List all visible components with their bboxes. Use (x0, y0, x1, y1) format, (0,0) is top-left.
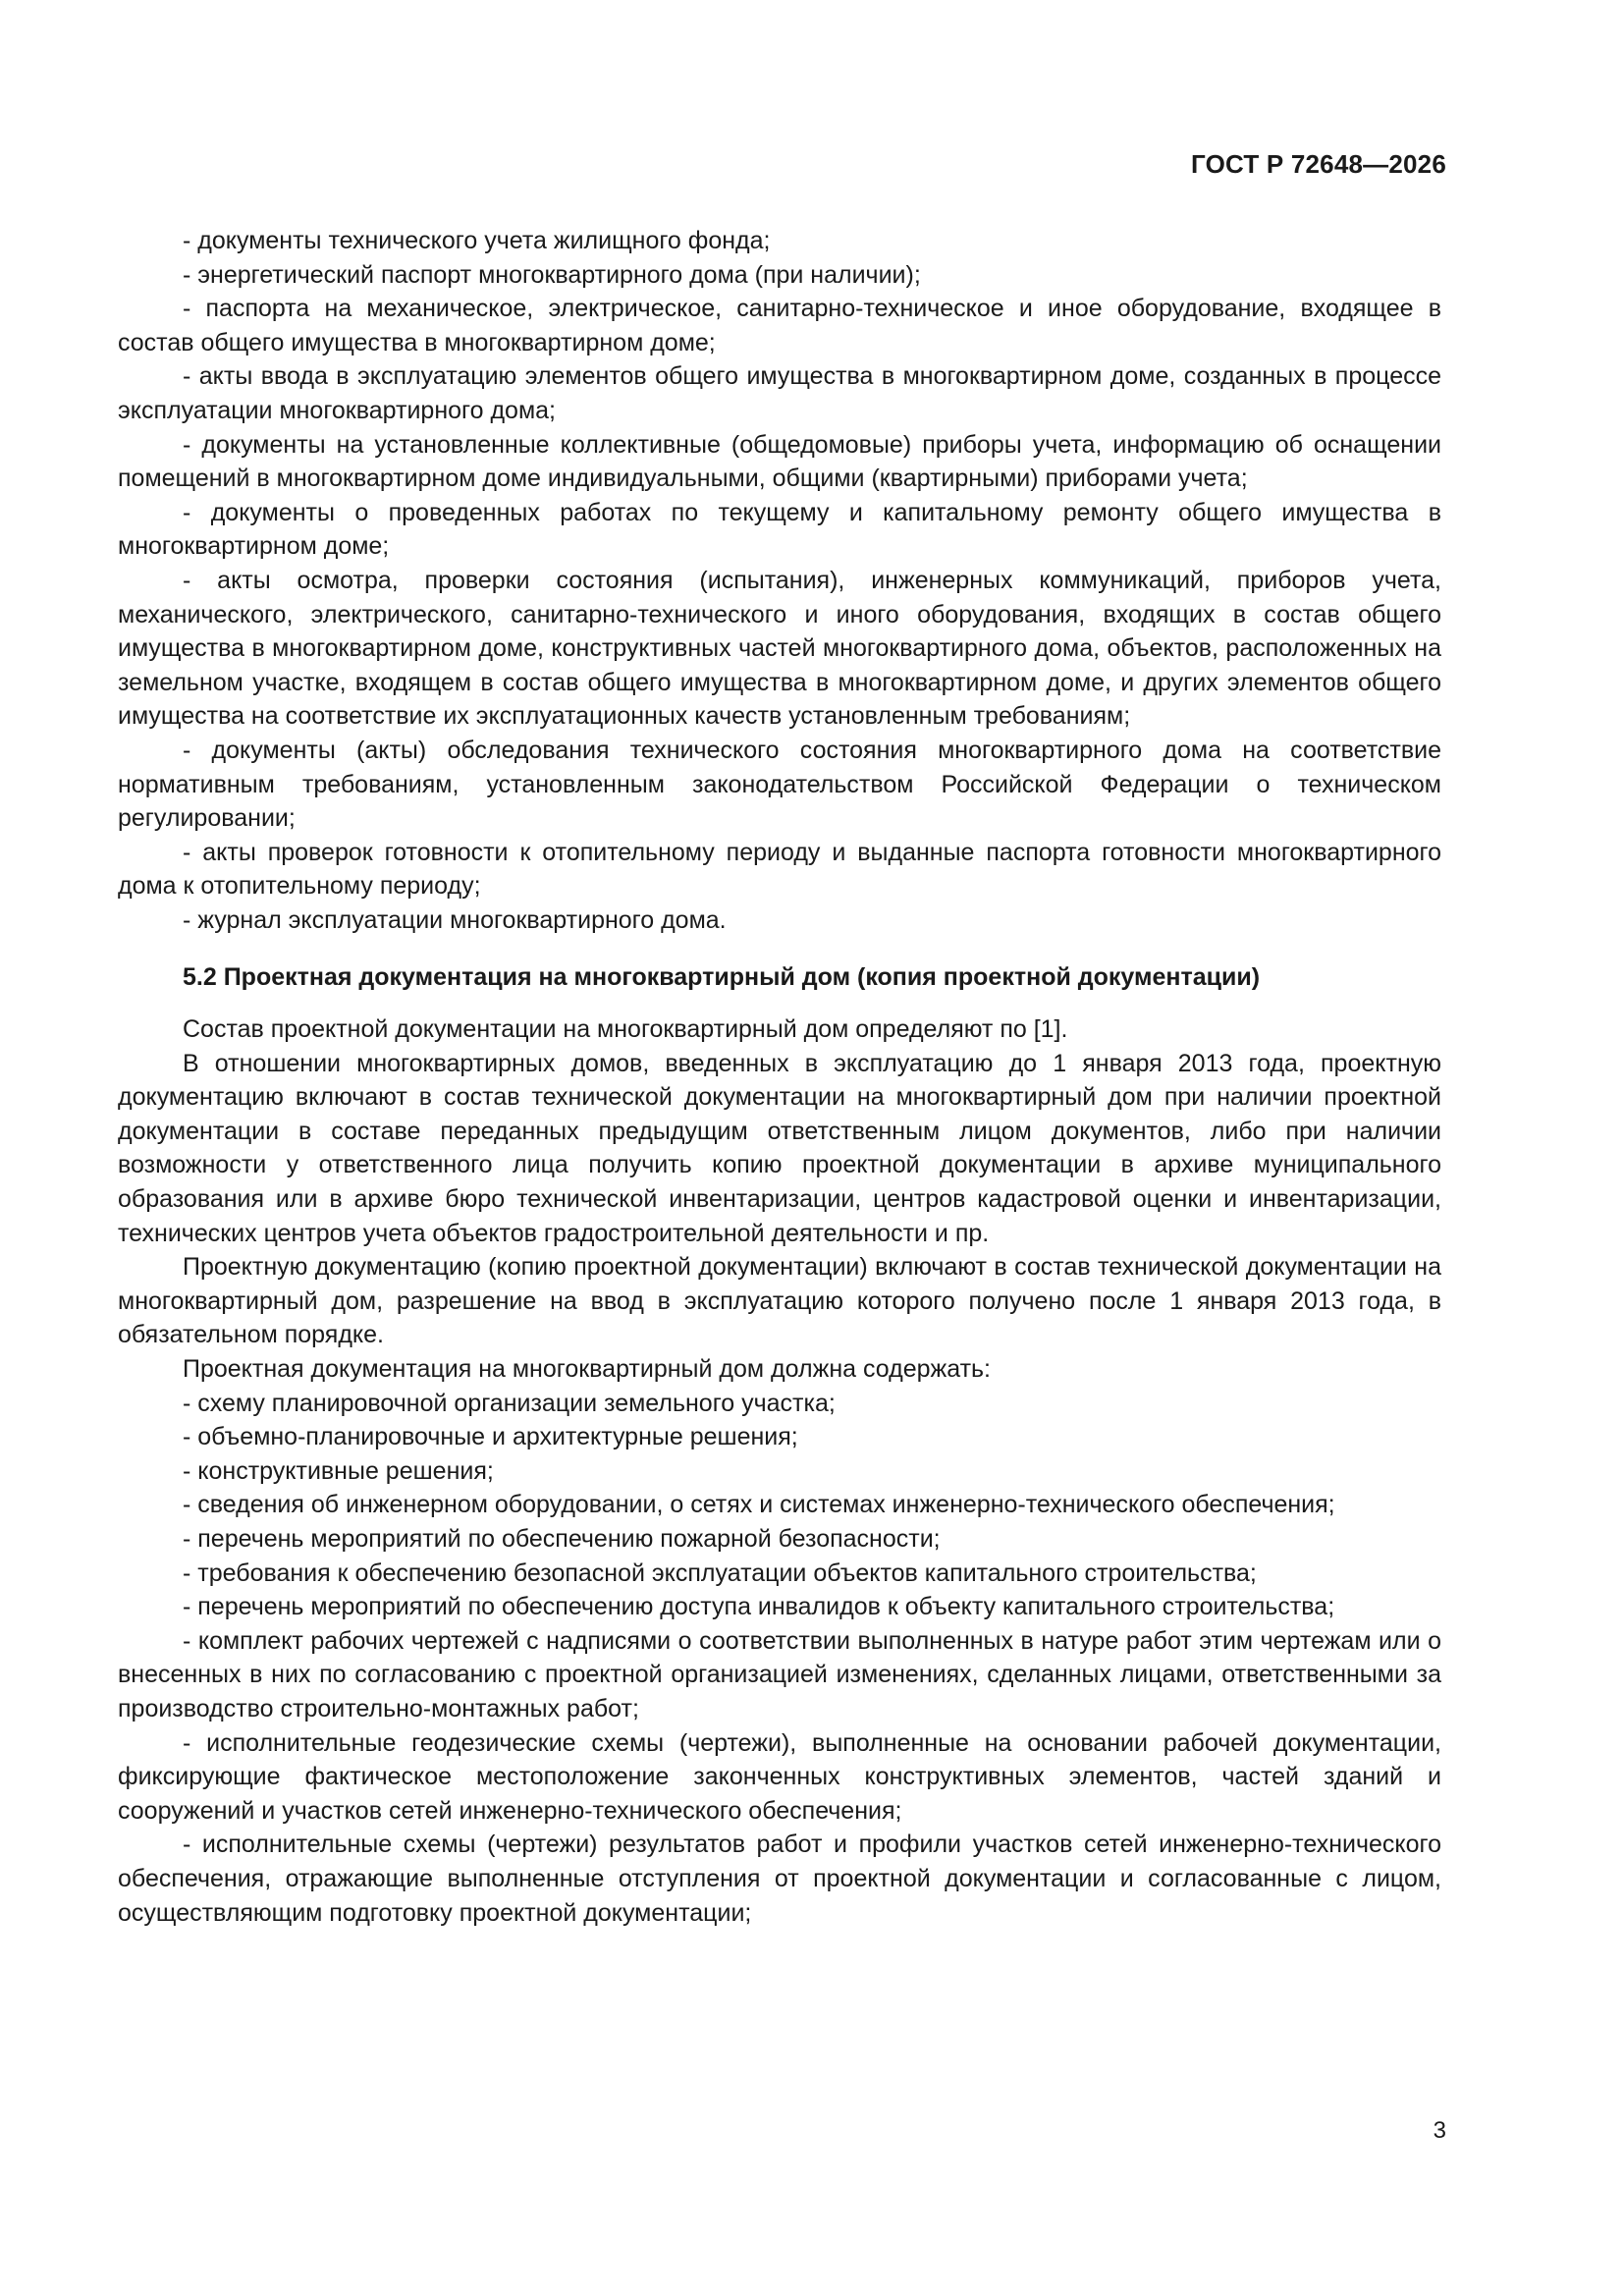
list-item: - перечень мероприятий по обеспечению доступа инвалидов к объекту капитального строительства; (183, 1593, 1335, 1621)
list-item: - исполнительные схемы (чертежи) результатов работ и профили участков сетей инженерно-технического обеспечения, отражающие выполненные отступления от проектной документации и согласованные с лицом, осуществляющим подготовку проектной документации; (118, 1831, 1441, 1927)
paragraph: В отношении многоквартирных домов, введенных в эксплуатацию до 1 января 2013 года, проектную документацию включают в состав технической документации на многоквартирный дом при наличии проектной документации в составе переданных предыдущим ответственным лицом документов, либо при наличии возможности у ответственного лица получить копию проектной документации в архиве муниципального образования или в архиве бюро технической инвентаризации, центров кадастровой оценки и инвентаризации, технических центров учета объектов градостроительной деятельности и пр. (118, 1049, 1441, 1247)
list-item: - объемно-планировочные и архитектурные решения; (183, 1423, 798, 1451)
list-item: - сведения об инженерном оборудовании, о сетях и системах инженерно-технического обеспечения; (183, 1491, 1335, 1519)
section-heading: 5.2 Проектная документация на многоквартирный дом (копия проектной документации) (183, 963, 1261, 992)
list-item: - энергетический паспорт многоквартирного дома (при наличии); (183, 260, 921, 289)
list-item: - документы на установленные коллективные (общедомовые) приборы учета, информацию об оснащении помещений в многоквартирном доме индивидуальными, общими (квартирными) приборами учета; (118, 430, 1441, 493)
paragraph: Проектная документация на многоквартирный дом должна содержать: (183, 1355, 991, 1383)
page-body (118, 224, 1441, 1930)
list-item: - схему планировочной организации земельного участка; (183, 1389, 836, 1417)
list-item: - комплект рабочих чертежей с надписями о соответствии выполненных в натуре работ этим чертежам или о внесенных в них по согласованию с проектной организацией изменениях, сделанных лицами, ответственными за производство строительно-монтажных работ; (118, 1626, 1441, 1722)
list-item: - требования к обеспечению безопасной эксплуатации объектов капитального строительства; (183, 1558, 1257, 1587)
document-id-header: ГОСТ Р 72648—2026 (1191, 149, 1446, 179)
list-item: - исполнительные геодезические схемы (чертежи), выполненные на основании рабочей документации, фиксирующие фактическое местоположение законченных конструктивных элементов, частей зданий и сооружений и участков сетей инженерно-технического обеспечения; (118, 1728, 1441, 1825)
paragraph: Проектную документацию (копию проектной документации) включают в состав технической документации на многоквартирный дом, разрешение на ввод в эксплуатацию которого получено после 1 января 2013 года, в обязательном порядке. (118, 1253, 1441, 1349)
page-number: 3 (1433, 2117, 1446, 2144)
list-item: - паспорта на механическое, электрическое, санитарно-техническое и иное оборудование, входящее в состав общего имущества в многоквартирном доме; (118, 295, 1441, 356)
paragraph: Состав проектной документации на многоквартирный дом определяют по [1]. (183, 1015, 1068, 1044)
list-item: - документы о проведенных работах по текущему и капитальному ремонту общего имущества в многоквартирном доме; (118, 498, 1441, 561)
list-item: - документы (акты) обследования технического состояния многоквартирного дома на соответствие нормативным требованиям, установленным законодательством Российской Федерации о техническом регулировании; (118, 736, 1441, 833)
list-item: - акты осмотра, проверки состояния (испытания), инженерных коммуникаций, приборов учета, механического, электрического, санитарно-технического и иного оборудования, входящих в состав общего имущества в многоквартирном доме, конструктивных частей многоквартирного дома, объектов, расположенных на земельном участке, входящем в состав общего имущества в многоквартирном доме, и других элементов общего имущества на соответствие их эксплуатационных качеств установленным требованиям; (118, 566, 1441, 731)
list-item: - акты проверок готовности к отопительному периоду и выданные паспорта готовности многоквартирного дома к отопительному периоду; (118, 838, 1441, 901)
list-item: - перечень мероприятий по обеспечению пожарной безопасности; (183, 1524, 941, 1553)
list-item: - журнал эксплуатации многоквартирного дома. (183, 905, 727, 934)
list-item: - документы технического учета жилищного фонда; (183, 227, 771, 254)
list-item: - акты ввода в эксплуатацию элементов общего имущества в многоквартирном доме, созданных в процессе эксплуатации многоквартирного дома; (118, 362, 1441, 424)
list-item: - конструктивные решения; (183, 1456, 494, 1485)
